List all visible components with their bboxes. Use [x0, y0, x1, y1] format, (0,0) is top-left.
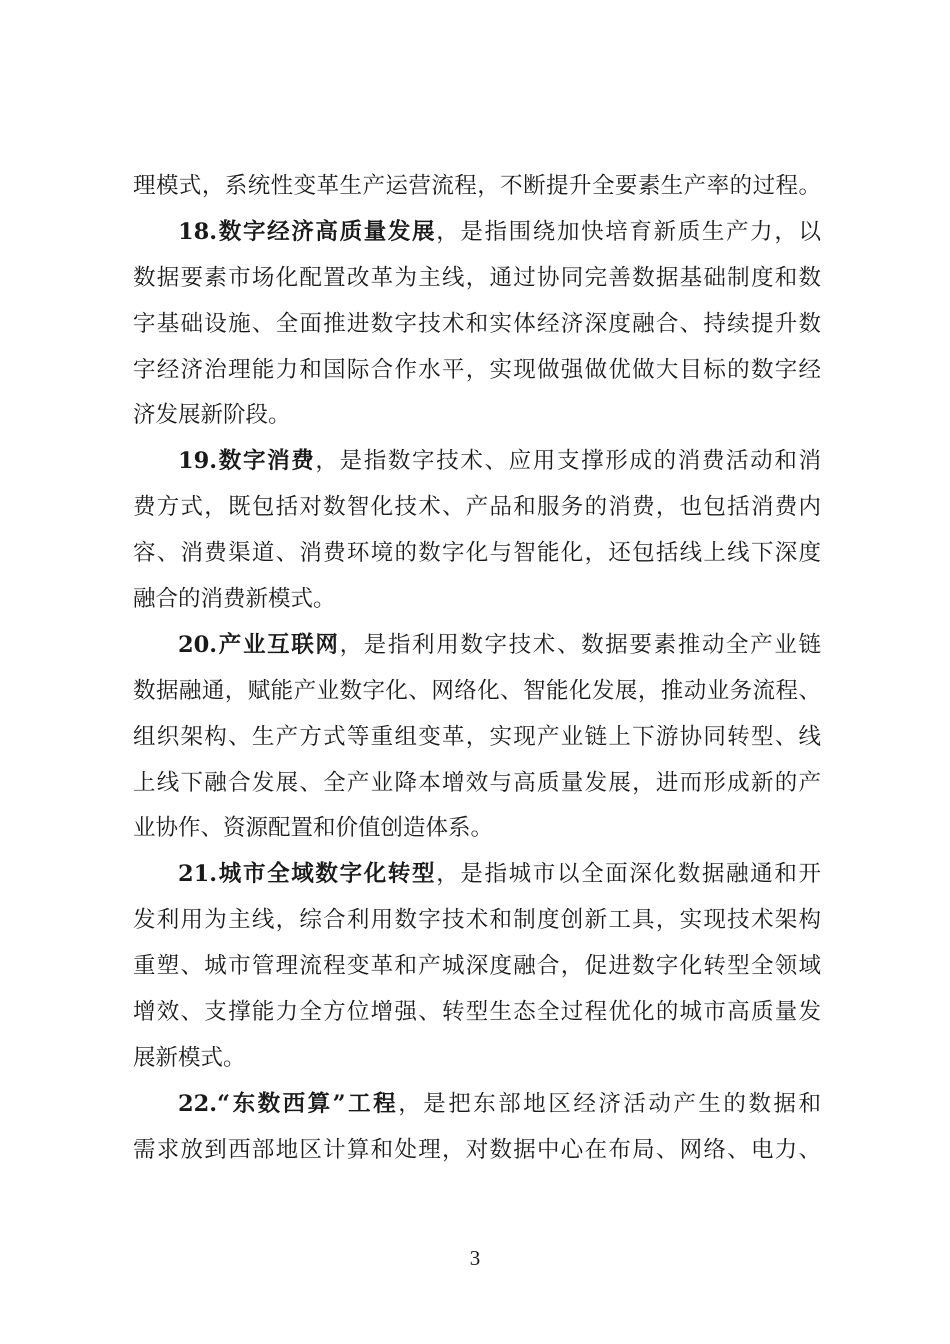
paragraph-18	[133, 210, 821, 439]
term-heading: 20.产业互联网	[178, 631, 340, 658]
text-line: 18.数字经济高质量发展，是指围绕加快培育新质生产力，以	[178, 218, 821, 245]
text-line: 21.城市全域数字化转型，是指城市以全面深化数据融通和开	[178, 861, 821, 888]
text-line: 济发展新阶段。	[133, 402, 291, 429]
text-line: 字经济治理能力和国际合作水平，实现做强做优做大目标的数字经	[133, 356, 821, 383]
body-text	[133, 164, 821, 1174]
text-line: 数据融通，赋能产业数字化、网络化、智能化发展，推动业务流程、	[133, 677, 821, 704]
paragraph-continuation	[133, 164, 821, 210]
text-line: 字基础设施、全面推进数字技术和实体经济深度融合、持续提升数	[133, 310, 821, 337]
text-line: 20.产业互联网，是指利用数字技术、数据要素推动全产业链	[178, 631, 821, 658]
term-heading: 21.城市全域数字化转型	[178, 861, 437, 888]
text-line: 增效、支撑能力全方位增强、转型生态全过程优化的城市高质量发	[133, 999, 821, 1026]
paragraph-20	[133, 623, 821, 852]
text-line: 展新模式。	[133, 1044, 246, 1071]
text-line: 19.数字消费，是指数字技术、应用支撑形成的消费活动和消	[178, 448, 821, 475]
term-heading: 19.数字消费	[178, 448, 316, 475]
page-number: 3	[469, 1246, 481, 1270]
paragraph-19	[133, 439, 821, 623]
text-line: 理模式，系统性变革生产运营流程，不断提升全要素生产率的过程。	[133, 173, 821, 199]
paragraph-22	[133, 1082, 821, 1174]
term-heading: 18.数字经济高质量发展	[178, 218, 437, 245]
text-line: 上线下融合发展、全产业降本增效与高质量发展，进而形成新的产	[133, 769, 821, 796]
text-line: 组织架构、生产方式等重组变革，实现产业链上下游协同转型、线	[133, 723, 821, 750]
text-line: 容、消费渠道、消费环境的数字化与智能化，还包括线上线下深度	[133, 540, 821, 567]
text-line: 22.“东数西算”工程，是把东部地区经济活动产生的数据和	[178, 1090, 821, 1117]
text-line: 需求放到西部地区计算和处理，对数据中心在布局、网络、电力、	[133, 1136, 821, 1163]
text-line: 费方式，既包括对数智化技术、产品和服务的消费，也包括消费内	[133, 494, 821, 521]
text-line: 融合的消费新模式。	[133, 586, 336, 613]
text-line: 发利用为主线，综合利用数字技术和制度创新工具，实现技术架构	[133, 907, 821, 934]
paragraph-21	[133, 852, 821, 1081]
text-line: 业协作、资源配置和价值创造体系。	[133, 815, 494, 842]
term-heading: 22.“东数西算”工程	[178, 1090, 399, 1117]
text-line: 数据要素市场化配置改革为主线，通过协同完善数据基础制度和数	[133, 264, 821, 291]
text-line: 重塑、城市管理流程变革和产城深度融合，促进数字化转型全领域	[133, 953, 821, 980]
